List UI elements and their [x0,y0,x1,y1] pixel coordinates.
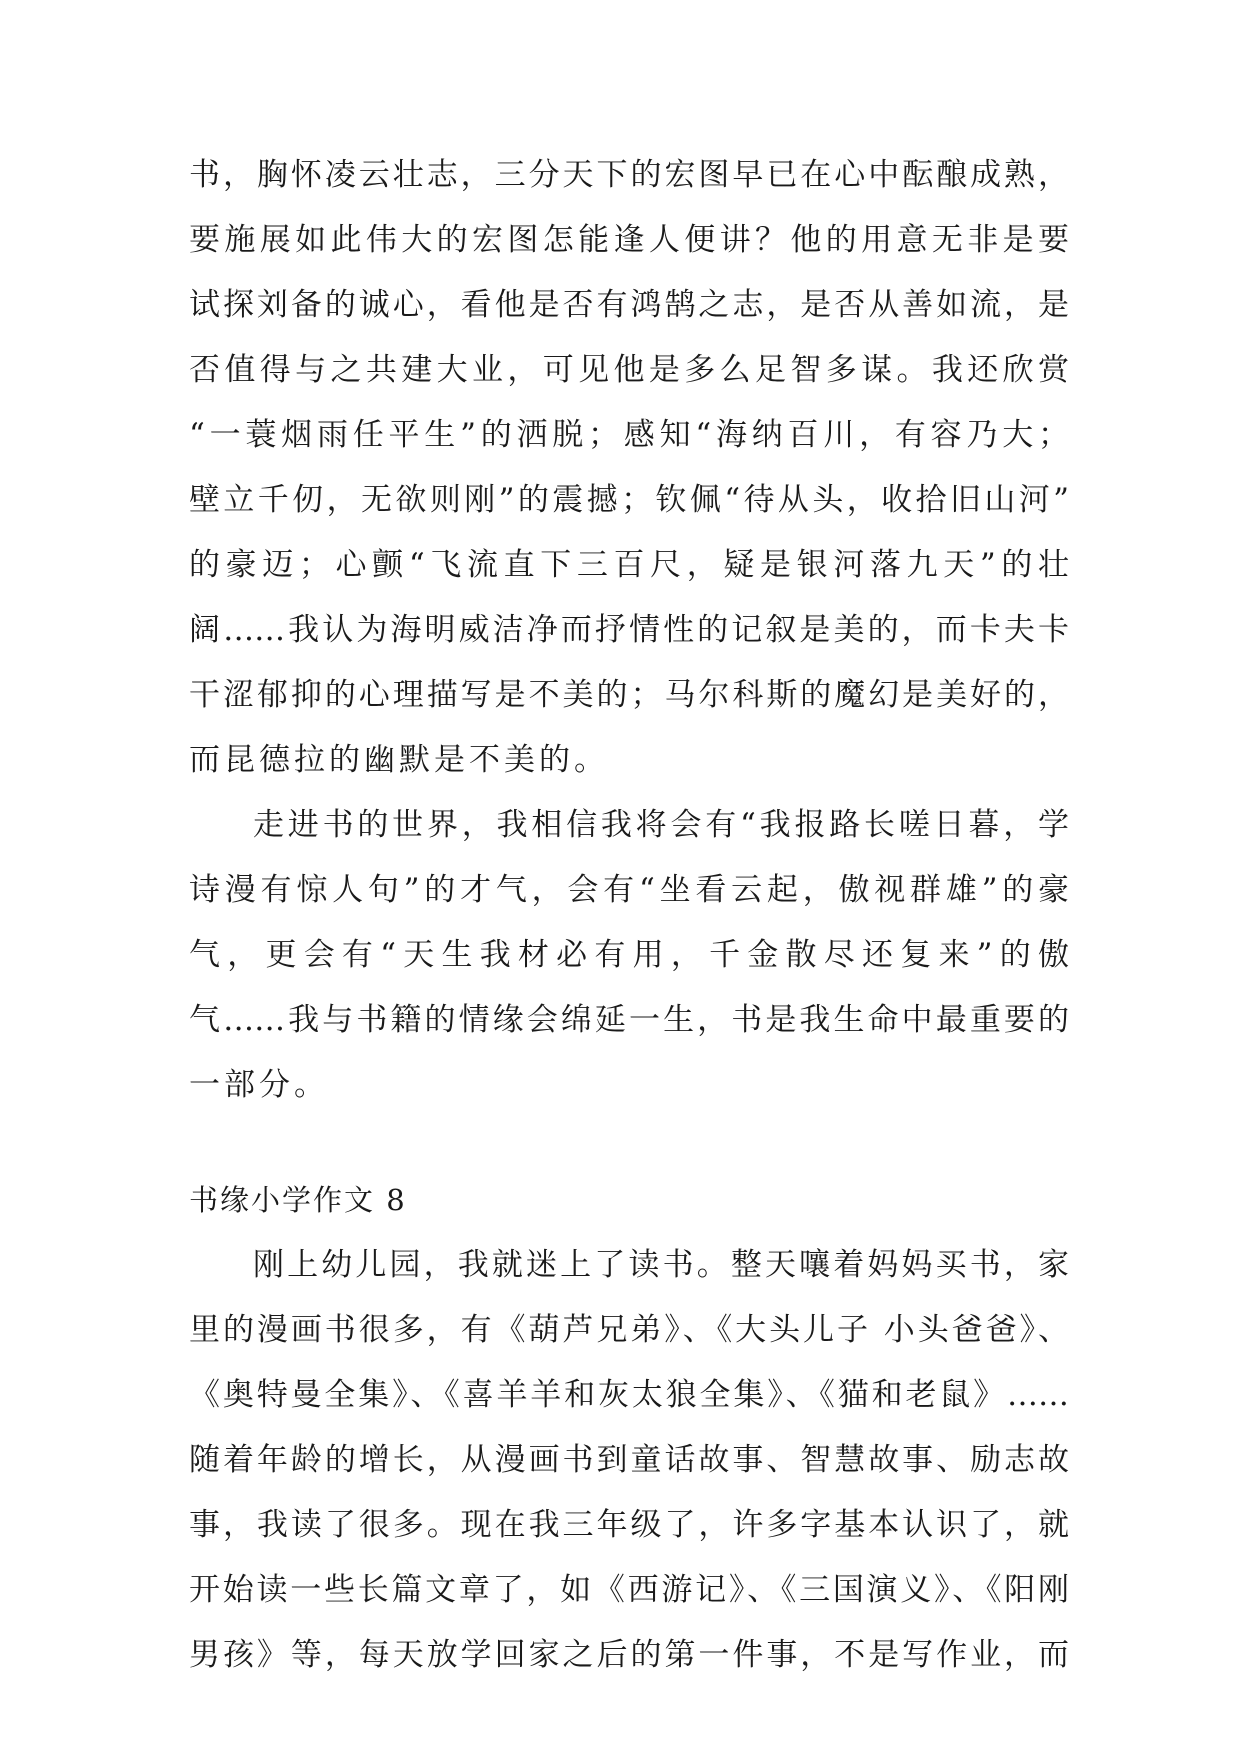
text-line: 事，我读了很多。现在我三年级了，许多字基本认识了，就 [189,1507,1069,1543]
text-line: 随着年龄的增长，从漫画书到童话故事、智慧故事、励志故 [189,1442,1069,1478]
text-line: 要施展如此伟大的宏图怎能逢人便讲？他的用意无非是要 [189,222,1069,258]
text-line: 试探刘备的诚心，看他是否有鸿鹄之志，是否从善如流，是 [189,287,1069,323]
text-line: 刚上幼儿园，我就迷上了读书。整天嚷着妈妈买书，家 [253,1247,1069,1283]
text-line: 里的漫画书很多，有《葫芦兄弟》、《大头儿子 小头爸爸》、 [189,1312,1069,1348]
text-line: 否值得与之共建大业，可见他是多么足智多谋。我还欣赏 [189,352,1069,388]
text-line: 《奥特曼全集》、《喜羊羊和灰太狼全集》、《猫和老鼠》…… [189,1377,1069,1413]
text-line: “一蓑烟雨任平生”的洒脱；感知“海纳百川，有容乃大； [189,417,1069,453]
text-line: 阔……我认为海明威洁净而抒情性的记叙是美的，而卡夫卡 [189,612,1069,648]
text-line: 气……我与书籍的情缘会绵延一生，书是我生命中最重要的 [189,1002,1069,1038]
text-line: 诗漫有惊人句”的才气，会有“坐看云起，傲视群雄”的豪 [189,872,1069,908]
section-title: 书缘小学作文 8 [189,1183,407,1217]
text-line: 的豪迈；心颤“飞流直下三百尺，疑是银河落九天”的壮 [189,547,1069,583]
text-line: 壁立千仞，无欲则刚”的震撼；钦佩“待从头，收拾旧山河” [189,482,1069,518]
text-line: 干涩郁抑的心理描写是不美的；马尔科斯的魔幻是美好的， [189,677,1069,713]
text-line: 而昆德拉的幽默是不美的。 [189,742,609,778]
text-line: 开始读一些长篇文章了，如《西游记》、《三国演义》、《阳刚 [189,1572,1069,1608]
text-line: 气，更会有“天生我材必有用，千金散尽还复来”的傲 [189,937,1069,973]
text-line: 一部分。 [189,1067,329,1103]
text-line: 书，胸怀凌云壮志，三分天下的宏图早已在心中酝酿成熟， [189,157,1069,193]
text-line: 走进书的世界，我相信我将会有“我报路长嗟日暮，学 [253,807,1069,843]
text-line: 男孩》等，每天放学回家之后的第一件事，不是写作业，而 [189,1637,1069,1673]
